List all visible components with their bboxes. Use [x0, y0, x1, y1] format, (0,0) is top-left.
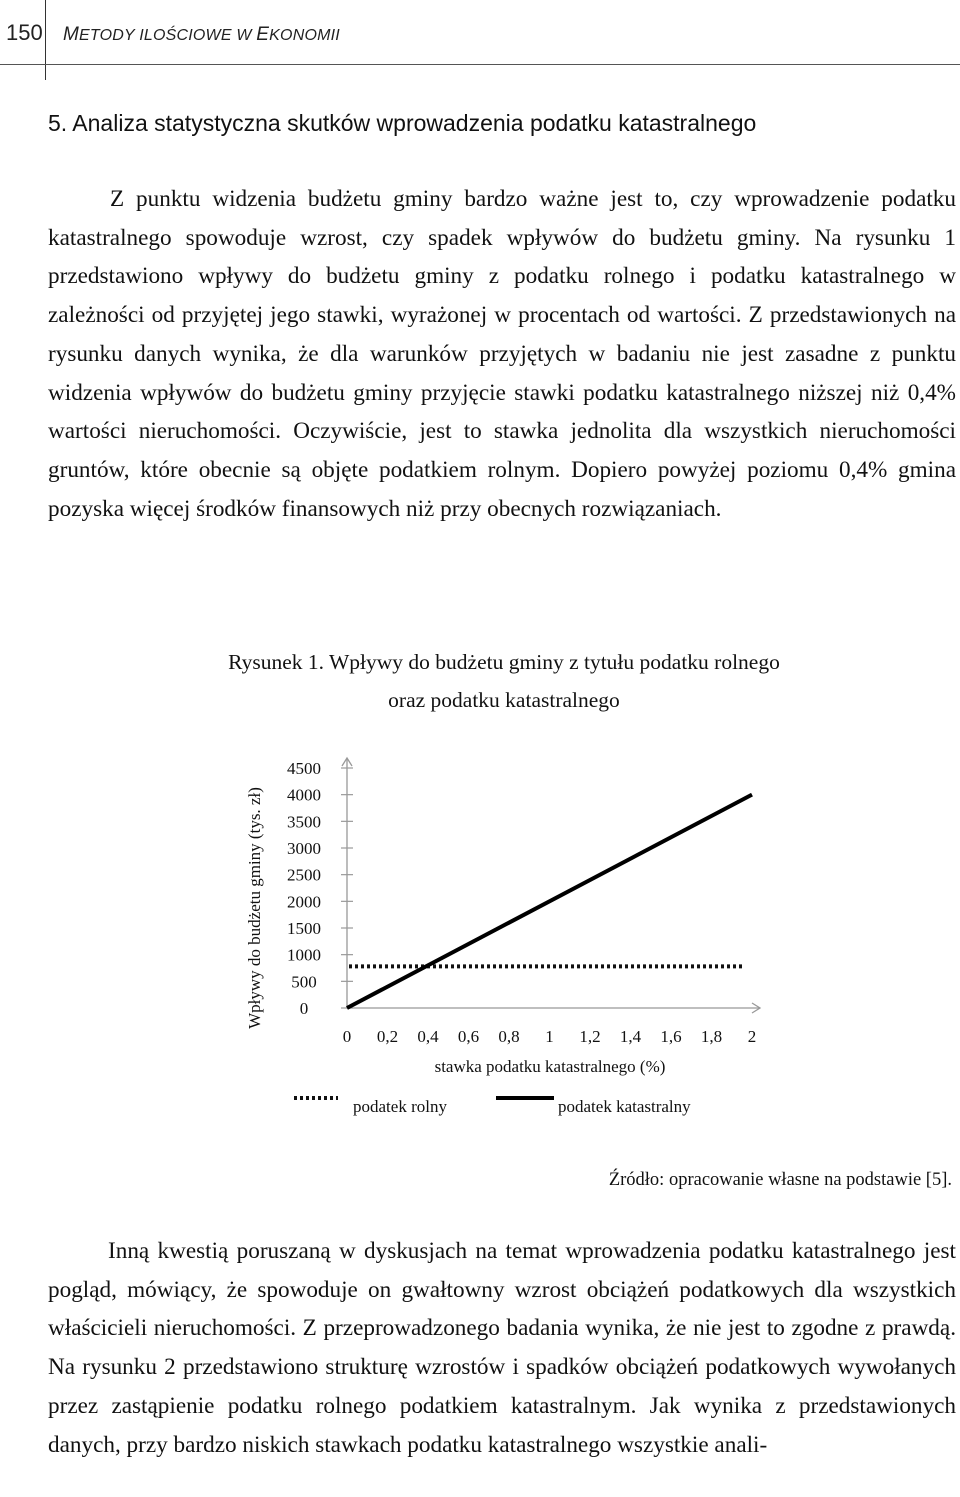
y-tick-label: 500 — [291, 972, 317, 992]
line-chart — [0, 740, 960, 1140]
x-tick-label: 2 — [747, 1027, 757, 1046]
x-tick-label: 0,4 — [417, 1027, 439, 1046]
y-tick-label: 2000 — [287, 892, 321, 912]
figure-caption-line-1: Rysunek 1. Wpływy do budżetu gminy z tytułu podatku rolnego — [228, 650, 780, 674]
x-tick-label: 0,2 — [376, 1027, 399, 1046]
y-tick-label: 2500 — [287, 865, 321, 885]
x-tick-label: 1,4 — [619, 1027, 642, 1046]
running-title-part-1: ETODY ILOŚCIOWE W — [79, 27, 257, 44]
y-axis — [287, 758, 353, 1018]
y-axis-label: Wpływy do budżetu gminy (tys. zł) — [245, 787, 264, 1029]
header-horizontal-rule — [0, 64, 960, 65]
x-tick-label: 1,6 — [660, 1027, 682, 1046]
running-title — [63, 24, 340, 46]
chart-series — [347, 795, 752, 1008]
x-tick-label: 1,2 — [579, 1027, 601, 1046]
figure-caption-line-2: oraz podatku katastralnego — [388, 688, 620, 712]
legend-label-1: podatek rolny — [353, 1097, 447, 1116]
body-paragraph-2: Inną kwestią poruszaną w dyskusjach na temat wprowadzenia podatku katastralnego jest pogląd, mówiący, że spowoduje on gwałtowny wzrost obciążeń podatkowych dla wszystkich właścicieli nieruchomości. Z przeprowadzonego badania wynika, że nie jest to zgodne z prawdą. Na rysunku 2 przedstawiono strukturę wzrostów i spadków obciążeń podatkowych wywołanych przez zastąpienie podatku rolnego podatkiem katastralnym. Jak wynika z przedstawionych danych, przy bardzo niskich stawkach podatku katastralnego wszystkie anali- — [48, 1238, 956, 1458]
y-tick-label: 1000 — [287, 945, 321, 965]
y-tick-label: 3500 — [287, 812, 321, 832]
x-axis-label: stawka podatku katastralnego (%) — [434, 1057, 666, 1076]
y-tick-label: 4500 — [287, 759, 321, 778]
header-vertical-rule — [45, 0, 46, 80]
x-tick-label: 1 — [545, 1027, 554, 1046]
chart-legend — [294, 1097, 691, 1116]
y-tick-label: 4000 — [287, 785, 321, 805]
page-header — [0, 0, 960, 80]
y-tick-label: 3000 — [287, 839, 321, 858]
body-paragraph-1: Z punktu widzenia budżetu gminy bardzo ważne jest to, czy wprowadzenie podatku katastralnego spowoduje wzrost, czy spadek wpływów do budżetu gminy. Na rysunku 1 przedstawiono wpływy do budżetu gminy z podatku rolnego i podatku katastralnego w zależności od przyjętej jego stawki, wyrażonej w procentach od wartości. Z przedstawionych na rysunku danych wynika, że dla warunków przyjętych w badaniu nie jest zasadne z punktu widzenia wpływów do budżetu gminy przyjęcie stawki podatku katastralnego niższej niż 0,4% wartości nieruchomości. Oczywiście, jest to stawka jednolita dla wszystkich nieruchomości gruntów, które obecnie są objęte podatkiem rolnym. Dopiero powyżej poziomu 0,4% gmina pozyska więcej środków finansowych niż przy obecnych rozwiązaniach. — [48, 186, 956, 522]
running-title-initial-2: E — [256, 24, 270, 45]
running-title-part-2: KONOMII — [269, 27, 340, 44]
legend-label-2: podatek katastralny — [558, 1097, 691, 1116]
page-number: 150 — [6, 20, 43, 45]
series-line-2 — [347, 795, 752, 1008]
x-tick-label: 0,6 — [457, 1027, 480, 1046]
x-tick-label: 1,8 — [700, 1027, 723, 1046]
figure-source: Źródło: opracowanie własne na podstawie [5]. — [608, 1170, 952, 1190]
x-tick-label: 0,8 — [498, 1027, 520, 1046]
section-heading: 5. Analiza statystyczna skutków wprowadzenia podatku katastralnego — [48, 110, 757, 136]
x-axis — [343, 1003, 760, 1046]
y-tick-label: 1500 — [287, 919, 321, 938]
y-tick-label: 0 — [299, 999, 309, 1018]
x-tick-label: 0 — [342, 1027, 352, 1046]
running-title-initial-1: M — [63, 24, 80, 45]
